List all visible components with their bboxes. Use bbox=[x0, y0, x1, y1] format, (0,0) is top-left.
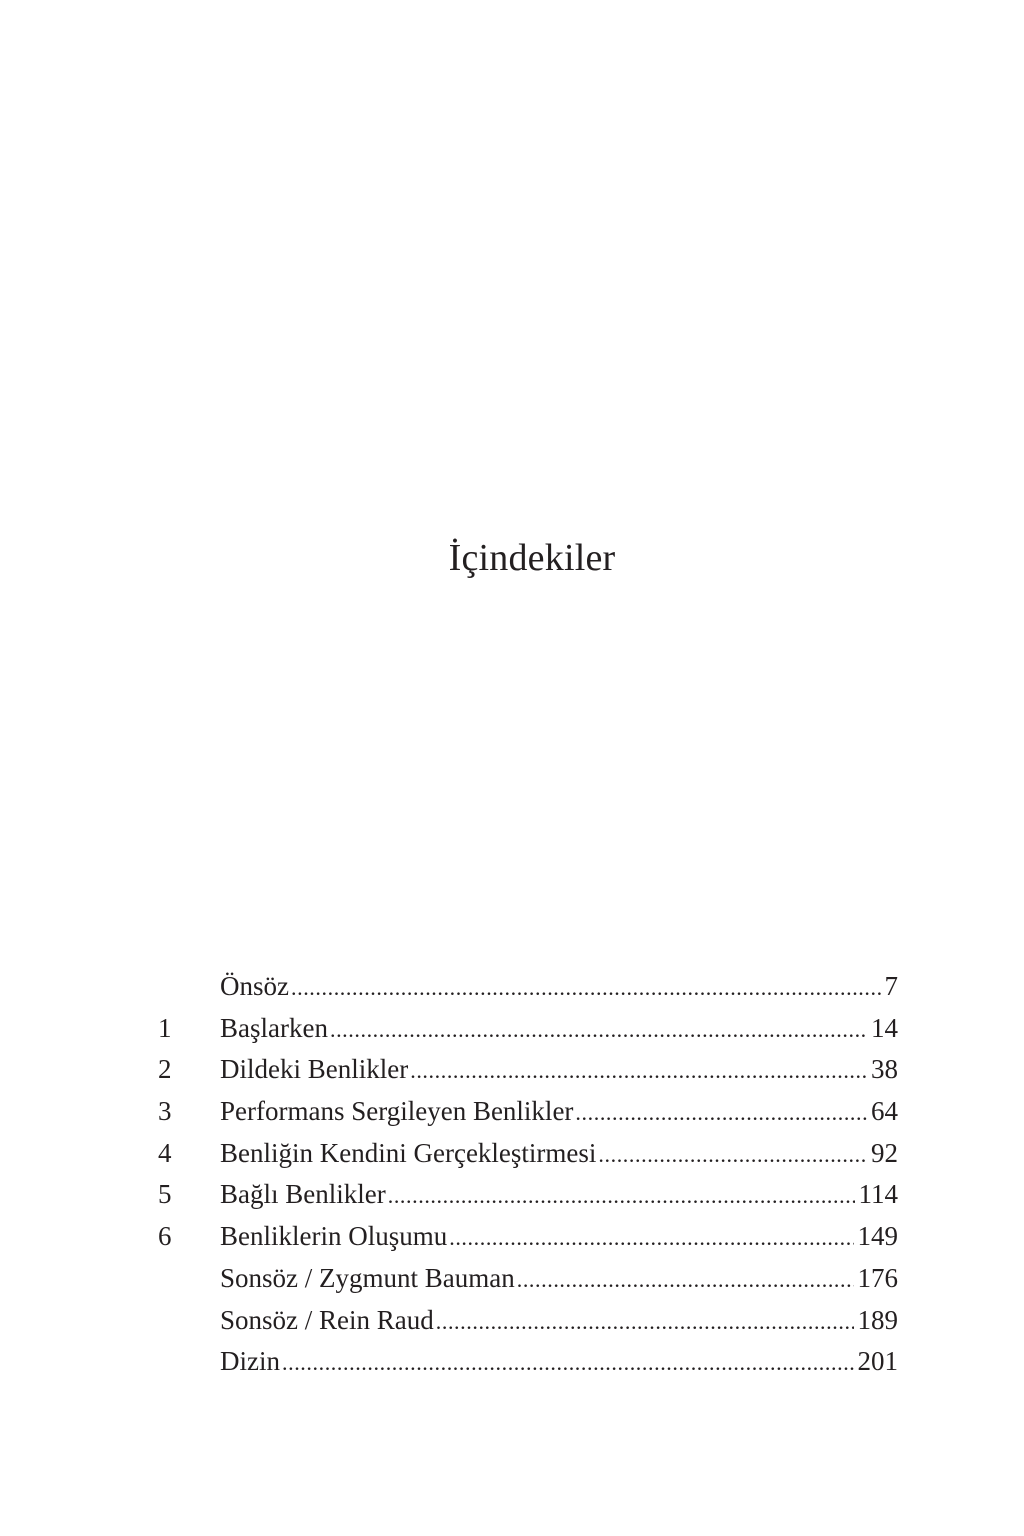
toc-entry bbox=[150, 1216, 898, 1258]
toc-entry bbox=[150, 1341, 898, 1383]
table-of-contents bbox=[150, 966, 898, 1383]
page-number: 189 bbox=[857, 1304, 898, 1335]
dot-leader bbox=[388, 1175, 855, 1217]
entry-title: Benliklerin Oluşumu bbox=[220, 1221, 448, 1252]
dot-leader bbox=[282, 1342, 854, 1384]
dot-leader bbox=[410, 1050, 867, 1092]
page-number: 7 bbox=[884, 971, 898, 1001]
chapter-number: 2 bbox=[158, 1054, 172, 1085]
toc-entry bbox=[150, 1049, 898, 1091]
chapter-number: 6 bbox=[158, 1221, 172, 1252]
page-number: 114 bbox=[858, 1179, 898, 1210]
toc-entry bbox=[150, 966, 898, 1008]
page-title: İçindekiler bbox=[448, 537, 616, 579]
chapter-number: 3 bbox=[158, 1096, 172, 1127]
toc-entry bbox=[150, 1300, 898, 1342]
page-number: 176 bbox=[857, 1262, 898, 1293]
dot-leader bbox=[330, 1009, 867, 1051]
toc-entry bbox=[150, 1174, 898, 1216]
entry-title: Önsöz bbox=[220, 971, 289, 1001]
chapter-number: 1 bbox=[158, 1012, 172, 1043]
entry-title: Bağlı Benlikler bbox=[220, 1179, 386, 1210]
dot-leader bbox=[449, 1217, 853, 1259]
toc-entry bbox=[150, 1258, 898, 1300]
toc-entry bbox=[150, 1008, 898, 1050]
page-number: 92 bbox=[871, 1137, 898, 1168]
chapter-number: 5 bbox=[158, 1179, 172, 1210]
entry-title: Sonsöz / Zygmunt Bauman bbox=[220, 1262, 515, 1293]
dot-leader bbox=[517, 1259, 854, 1301]
dot-leader bbox=[436, 1301, 854, 1343]
page-number: 38 bbox=[871, 1054, 898, 1085]
page-number: 64 bbox=[871, 1096, 898, 1127]
dot-leader bbox=[598, 1134, 867, 1176]
toc-entry bbox=[150, 1133, 898, 1175]
entry-title: Dildeki Benlikler bbox=[220, 1054, 409, 1085]
dot-leader bbox=[575, 1092, 867, 1134]
page-number: 149 bbox=[857, 1221, 898, 1252]
entry-title: Benliğin Kendini Gerçekleştirmesi bbox=[220, 1137, 597, 1168]
entry-title: Başlarken bbox=[220, 1012, 328, 1043]
chapter-number: 4 bbox=[158, 1137, 172, 1168]
dot-leader bbox=[291, 967, 881, 1009]
toc-entry bbox=[150, 1091, 898, 1133]
entry-title: Sonsöz / Rein Raud bbox=[220, 1304, 434, 1335]
entry-title: Dizin bbox=[220, 1346, 280, 1377]
page-number: 201 bbox=[857, 1346, 898, 1377]
entry-title: Performans Sergileyen Benlikler bbox=[220, 1096, 574, 1127]
page-number: 14 bbox=[871, 1012, 898, 1043]
